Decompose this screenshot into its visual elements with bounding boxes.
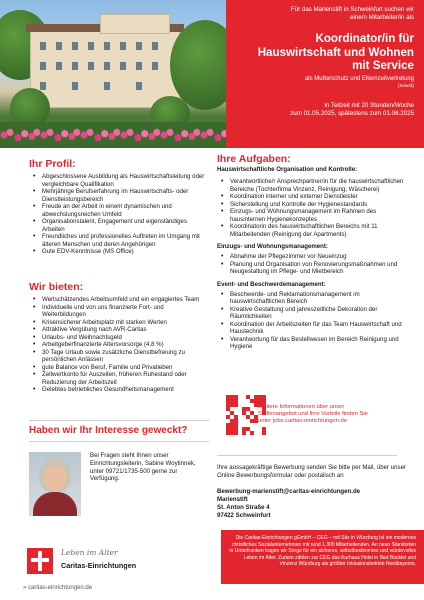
company-info-bar	[221, 530, 424, 584]
tasks-group3-title: Event- und Beschwerdemanagement:	[217, 280, 326, 288]
gender-note: (m/w/d)	[398, 83, 414, 89]
list-item: • Koordination der Arbeitszeiten für das Team Hauswirtschaft und Haustechnik	[217, 321, 407, 336]
list-item: • Zeitwertkonto für Auszeiten, früheren Ruhestand oder Reduzierung der Arbeitszeit	[29, 371, 209, 386]
application-address	[217, 488, 417, 520]
logo-name: Caritas-Einrichtungen	[61, 561, 137, 570]
website-link[interactable]	[23, 585, 92, 591]
list-item: • Beschwerde- und Reklamationsmanagement im hauswirtschaftlichen Bereich	[217, 291, 407, 306]
list-item: • Attraktive Vergütung nach AVR-Caritas	[29, 326, 209, 334]
profile-list	[29, 173, 209, 256]
list-item: • gute Balance von Beruf, Familie und Privatleben	[29, 364, 209, 372]
list-item: • Kreative Gestaltung und jahreszeitliche Dekoration der Räumlichkeiten	[217, 306, 407, 321]
application-email[interactable]: Bewerbung-marienstift@caritas-einrichtungen.de	[217, 488, 361, 495]
application-text: Ihre aussagekräftige Bewerbung senden Sie bitte per Mail, über unser Online Bewerbungsformular oder postalisch an	[217, 464, 407, 479]
contact-photo	[29, 452, 81, 516]
divider	[217, 455, 397, 456]
list-item: • Organisationstalent, Engagement und eigenständiges Arbeiten	[29, 218, 209, 233]
divider	[29, 420, 209, 421]
tasks-group1-list	[217, 178, 407, 238]
offer-heading: Wir bieten:	[29, 281, 84, 293]
building-photo	[0, 0, 226, 148]
list-item: • Koordinatorin des hauswirtschaftlichen Bereichs mit 11 Mitarbeitenden (Reinigung der Apartments)	[217, 223, 407, 238]
list-item: • Planung und Organisation von Renovierungsmaßnahmen und Neugestaltung im Pflege- und Mietbereich	[217, 261, 407, 276]
address-line: Marienstift	[217, 496, 248, 503]
job-title: Koordinator/in für Hauswirtschaft und Wohnen mit Service	[257, 32, 414, 72]
job-subtitle: als Mutterschutz und Elternzeitvertretung	[304, 75, 414, 82]
divider	[29, 441, 209, 442]
link-arrow-icon: »	[23, 585, 27, 591]
list-item: • Verantwortung für das Bestellwesen im Bereich Reinigung und Hygiene	[217, 336, 407, 351]
contact-text: Bei Fragen steht Ihnen unser Einrichtungsleiterin, Sabine Woytinnek, unter 09721/1735-500 gerne zur Verfügung.	[90, 452, 196, 483]
list-item: • Arbeitgeberfinanzierte Altersvorsorge (4,8 %)	[29, 341, 209, 349]
tasks-heading: Ihre Aufgaben:	[217, 153, 291, 165]
offer-section	[29, 281, 209, 394]
list-item: • Abnahme der Pflegezimmer vor Neueinzug	[217, 253, 407, 261]
list-item: • Einzugs- und Wohnungsmanagement im Rahmen des hausinternen Hygienekonzeptes	[217, 208, 407, 223]
hero-section	[0, 0, 424, 148]
hero-intro: Für das Marienstift in Schweinfurt suchen wir eine/n Mitarbeiter/in als	[290, 6, 414, 21]
list-item: • Koordination interner und externer Dienstleister	[217, 193, 407, 201]
interest-heading: Haben wir Ihr Interesse geweckt?	[29, 425, 188, 436]
list-item: • 30 Tage Urlaub sowie zusätzliche Dienstbefreiung zu persönlichen Anlässen	[29, 349, 209, 364]
company-info-text: Die Caritas-Einrichtungen gGmbH – CEG – mit Sitz in Würzburg ist ein modernes christliches Sozialunternehmen mit rund 1.300 Mitarbeitenden. An neun Standorten in Unterfranken tragen wir Sorge für ein sicheres, selbstbestimmtes und würdevolles Leben im Alter. Zudem zählen zur CEG das Kurhaus Hotel in Bad Bocklet und Vinzenz Würzburg als größter Inklusionsbetrieb Nordbayerns.	[229, 535, 416, 568]
list-item: • Gelebtes betriebliches Gesundheitsmanagement	[29, 386, 209, 394]
list-item: • Individuelle und von uns finanzierte Fort- und Weiterbildungen	[29, 304, 209, 319]
list-item: • Verantwortliche/r Ansprechpartner/in für die hauswirtschaftlichen Bereiche (Tochterfirma Vinzenz, Reinigung, Wäscherei)	[217, 178, 407, 193]
profile-section	[29, 158, 209, 256]
address-line: St. Anton Straße 4	[217, 504, 270, 511]
website-url[interactable]: caritas-einrichtungen.de	[28, 585, 93, 591]
list-item: • Wertschätzendes Arbeitsumfeld und ein engagiertes Team	[29, 296, 209, 304]
logo-script: Leben im Alter	[61, 548, 118, 557]
list-item: • Urlaubs- und Weihnachtsgeld	[29, 334, 209, 342]
tasks-group3-list	[217, 291, 407, 351]
list-item: • Mehrjährige Berufserfahrung im Hauswirtschafts- oder Dienstleistungsbereich	[29, 188, 209, 203]
list-item: • Freundliches und professionelles Auftreten im Umgang mit älteren Menschen und deren Angehörigen	[29, 233, 209, 248]
tasks-section	[217, 153, 407, 351]
list-item: • Gute EDV-Kenntnisse (MS Office)	[29, 248, 209, 256]
list-item: • Freude an der Arbeit in einem dynamischen und abwechslungsreichen Umfeld	[29, 203, 209, 218]
caritas-logo	[27, 548, 137, 574]
tasks-group2-list	[217, 253, 407, 276]
profile-heading: Ihr Profil:	[29, 158, 76, 170]
tasks-group1-title: Hauswirtschaftliche Organisation und Kontrolle:	[217, 166, 358, 173]
list-item: • Sicherstellung und Kontrolle der Hygienestandards	[217, 201, 407, 209]
tasks-group2-title: Einzugs- und Wohnungsmanagement:	[217, 243, 328, 250]
working-hours: in Teilzeit mit 20 Stunden/Woche zum 01.05.2025, spätestens zum 01.06.2025	[290, 101, 414, 117]
offer-list	[29, 296, 209, 394]
qr-info-text: Weitere Informationen über unser Stellenangebot und Ihre Vorteile finden Sie unter jobs.caritas-einrichtungen.de	[258, 404, 368, 425]
hero-banner	[226, 0, 424, 148]
list-item: • Krisensicherer Arbeitsplatz mit starken Werten	[29, 319, 209, 327]
list-item: • Abgeschlossene Ausbildung als Hauswirtschaftsleitung oder vergleichbare Qualifikation	[29, 173, 209, 188]
caritas-cross-icon	[27, 548, 53, 574]
address-line: 97422 Schweinfurt	[217, 512, 271, 519]
